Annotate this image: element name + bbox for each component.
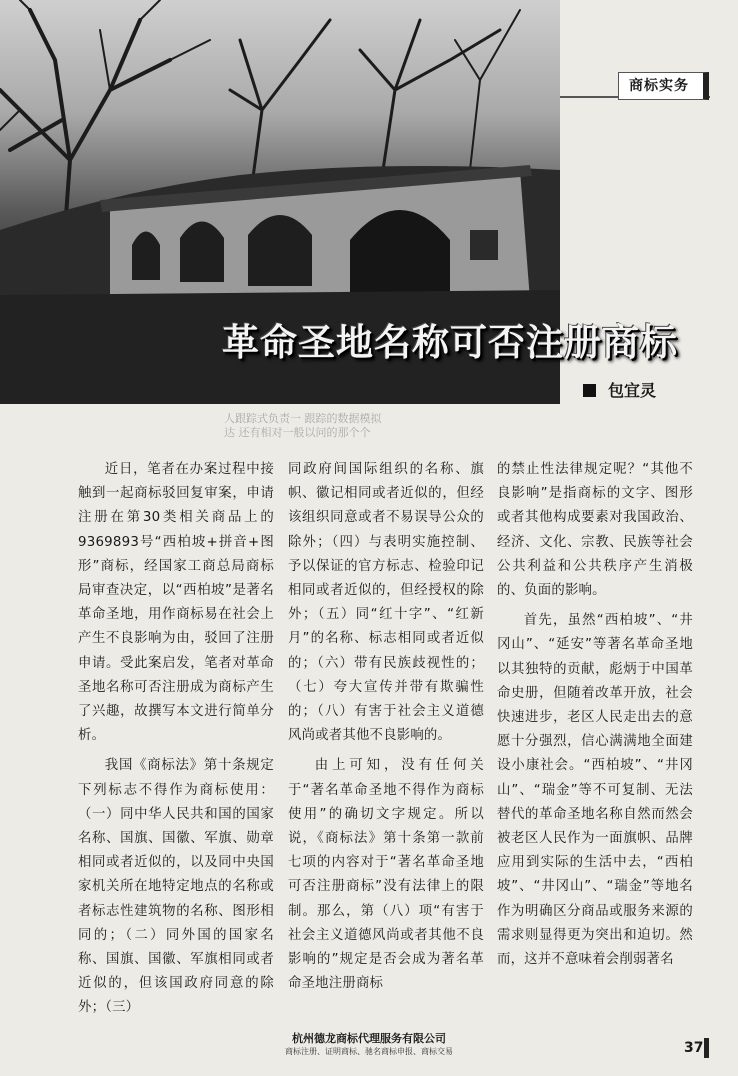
section-tag: 商标实务 [618, 72, 709, 100]
paragraph: 首先，虽然“西柏坡”、“井冈山”、“延安”等著名革命圣地以其独特的贡献，彪炳于中国革命史册，但随着改革开放，社会快速进步，老区人民走出去的意愿十分强烈，信心满满地全面建设小康社会。“西柏坡”、“井冈山”、“瑞金”等不可复制、无法替代的革命圣地名称自然而然会被老区人民作为一面旗帜、品牌应用到实际的生活中去，“西柏坡”、“井冈山”、“瑞金”等地名作为明确区分商品或服务来源的需求则显得更为突出和迫切。然而，这并不意味着会削弱著名 [497, 613, 693, 968]
square-bullet-icon [583, 384, 596, 397]
footer-company: 杭州德龙商标代理服务有限公司 [292, 1032, 446, 1045]
paragraph: 的禁止性法律规定呢？“其他不良影响”是指商标的文字、图形或者其他构成要素对我国政治、经济、文化、宗教、民族等社会公共利益和公共秩序产生消极的、负面的影响。 [497, 462, 693, 599]
paragraph: 我国《商标法》第十条规定 下列标志不得作为商标使用：（一）同中华人民共和国的国家名称、国旗、国徽、军旗、勋章相同或者近似的，以及同中央国家机关所在地特定地点的名称或者标志性建筑物的名称、图形相同的；（二）同外国的国家名称、国旗、国徽、军旗相同或者近似的，但该国政府同意的除外；（三） [78, 758, 274, 1016]
bleed-line: 人跟踪式负责一 跟踪的数据模拟 [224, 412, 382, 425]
paragraph: 同政府间国际组织的名称、旗帜、徽记相同或者近似的，但经该组织同意或者不易误导公众的除外；（四）与表明实施控制、予以保证的官方标志、检验印记相同或者近似的，但经授权的除外；（五）同“红十字”、“红新月”的名称、标志相同或者近似的；（六）带有民族歧视性的；（七）夸大宣传并带有欺骗性的；（八）有害于社会主义道德风尚或者其他不良影响的。 [288, 462, 484, 744]
text-column-1 [78, 458, 274, 1027]
paragraph: 由上可知，没有任何关于“著名革命圣地不得作为商标使用”的确切文字规定。所以说，《商标法》第十条第一款前七项的内容对于“著名革命圣地可否注册商标”没有法律上的限制。那么，第（八）项“有害于社会主义道德风尚或者其他不良影响的”规定是否会成为著名革命圣地注册商标 [288, 758, 484, 992]
page-number: 37 [684, 1040, 704, 1056]
author-name: 包宜灵 [608, 381, 657, 400]
text-column-3 [497, 458, 693, 978]
author-byline [583, 378, 656, 401]
text-column-2 [288, 458, 484, 1002]
page-number-bar [704, 1038, 709, 1058]
bleed-line: 达 还有相对一般以问的那个个 [224, 426, 371, 439]
paragraph: 近日，笔者在办案过程中接触到一起商标驳回复审案，申请注册在第30类相关商品上的9369893号“西柏坡+拼音+图形”商标，经国家工商总局商标局审查决定，以“西柏坡”是著名革命圣地，用作商标易在社会上产生不良影响为由，驳回了注册申请。受此案启发，笔者对革命圣地名称可否注册成为商标产生了兴趣，故撰写本文进行简单分析。 [78, 462, 274, 744]
article-title: 革命圣地名称可否注册商标 [222, 320, 678, 364]
bleed-through-text [224, 412, 524, 442]
footer-tagline: 商标注册、证明商标、驰名商标申报、商标交易 [285, 1047, 453, 1056]
